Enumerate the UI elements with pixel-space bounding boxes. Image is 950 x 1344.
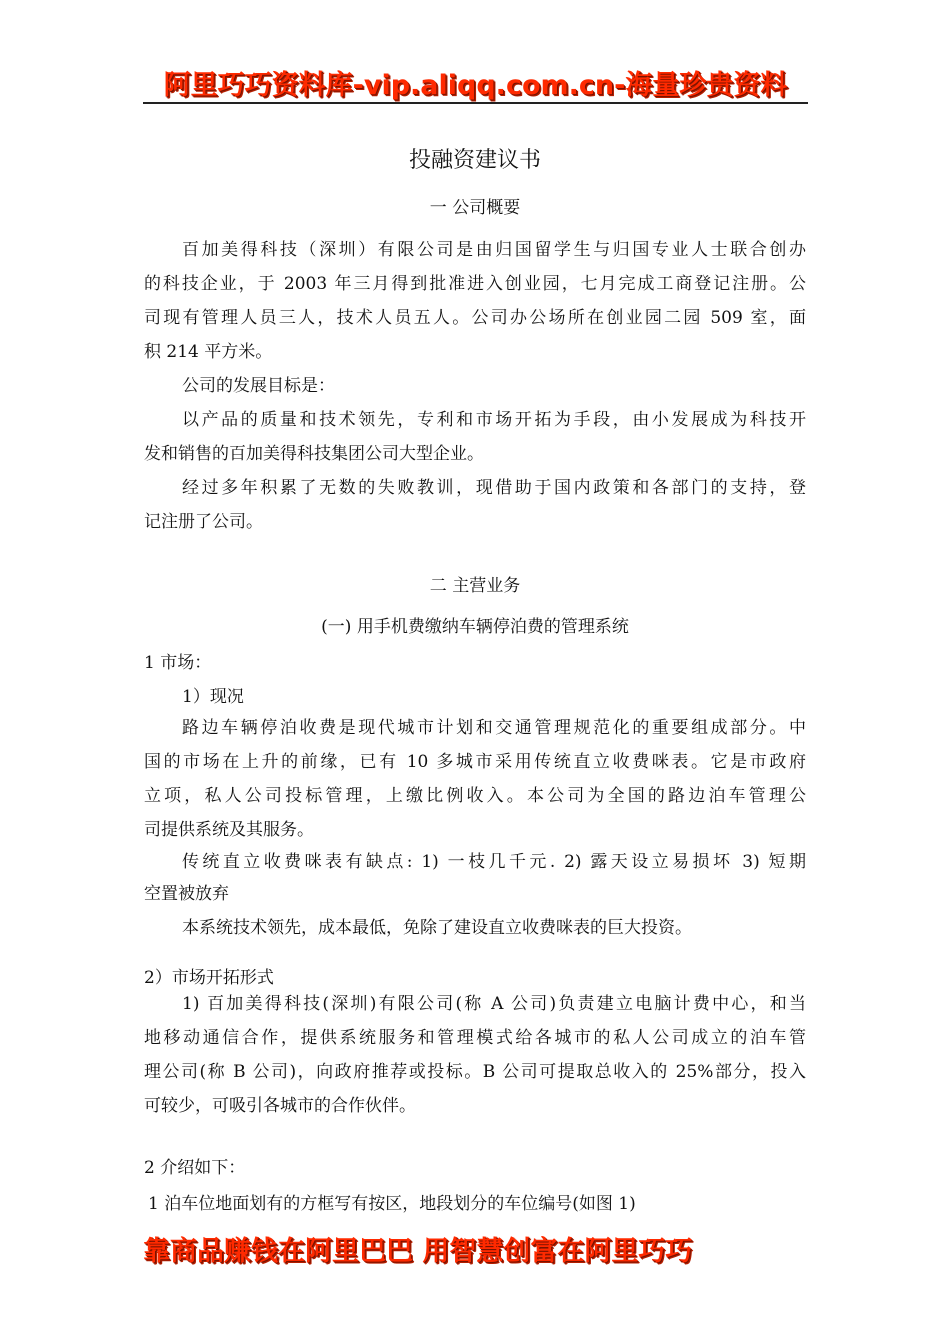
paragraph-line: 1) 百加美得科技(深圳)有限公司(称 A 公司)负责建立电脑计费中心，和当: [182, 994, 806, 1014]
paragraph-line: 可较少，可吸引各城市的合作伙伴。: [144, 1096, 416, 1116]
paragraph-line: 理公司(称 B 公司)，向政府推荐或投标。B 公司可提取总收入的 25%部分，投入: [144, 1062, 806, 1082]
paragraph-line: 公司的发展目标是：: [182, 376, 335, 396]
footer-banner: 靠商品赚钱在阿里巴巴 用智慧创富在阿里巧巧: [143, 1235, 693, 1267]
list-heading-market: 1 市场：: [144, 653, 212, 673]
subsection-heading: (一) 用手机费缴纳车辆停泊费的管理系统: [321, 617, 629, 637]
paragraph-line: 1 泊车位地面划有的方框写有按区，地段划分的车位编号(如图 1): [148, 1194, 636, 1214]
paragraph-line: 空置被放弃: [144, 884, 229, 904]
paragraph-line: 国的市场在上升的前缘，已有 10 多城市采用传统直立收费咪表。它是市政府: [144, 752, 806, 772]
paragraph-line: 的科技企业，于 2003 年三月得到批准进入创业园，七月完成工商登记注册。公: [144, 274, 806, 294]
paragraph-line: 积 214 平方米。: [144, 342, 273, 362]
list-heading-status: 1）现况: [182, 687, 244, 707]
header-divider: [143, 102, 808, 104]
paragraph-line: 以产品的质量和技术领先，专利和市场开拓为手段，由小发展成为科技开: [182, 410, 806, 430]
paragraph-line: 发和销售的百加美得科技集团公司大型企业。: [144, 444, 484, 464]
paragraph-line: 司现有管理人员三人，技术人员五人。公司办公场所在创业园二园 509 室，面: [144, 308, 806, 328]
paragraph-line: 司提供系统及其服务。: [144, 820, 314, 840]
paragraph-line: 经过多年积累了无数的失败教训，现借助于国内政策和各部门的支持，登: [182, 478, 806, 498]
paragraph-line: 地移动通信合作，提供系统服务和管理模式给各城市的私人公司成立的泊车管: [144, 1028, 806, 1048]
list-heading-intro: 2 介绍如下：: [144, 1158, 246, 1178]
paragraph-line: 百加美得科技（深圳）有限公司是由归国留学生与归国专业人士联合创办: [182, 240, 806, 260]
paragraph-line: 记注册了公司。: [144, 512, 263, 532]
paragraph-line: 本系统技术领先，成本最低，免除了建设直立收费咪表的巨大投资。: [182, 918, 692, 938]
paragraph-line: 路边车辆停泊收费是现代城市计划和交通管理规范化的重要组成部分。中: [182, 718, 806, 738]
header-banner: 阿里巧巧资料库-vip.aliqq.com.cn-海量珍贵资料: [163, 69, 788, 101]
list-heading-expansion: 2）市场开拓形式: [144, 968, 274, 988]
section-heading-company-overview: 一 公司概要: [429, 198, 521, 218]
paragraph-line: 传统直立收费咪表有缺点: 1) 一枝几千元. 2) 露天设立易损坏 3) 短期: [182, 852, 806, 872]
section-heading-main-business: 二 主营业务: [429, 576, 521, 596]
document-title: 投融资建议书: [408, 148, 541, 173]
paragraph-line: 立项，私人公司投标管理，上缴比例收入。本公司为全国的路边泊车管理公: [144, 786, 806, 806]
